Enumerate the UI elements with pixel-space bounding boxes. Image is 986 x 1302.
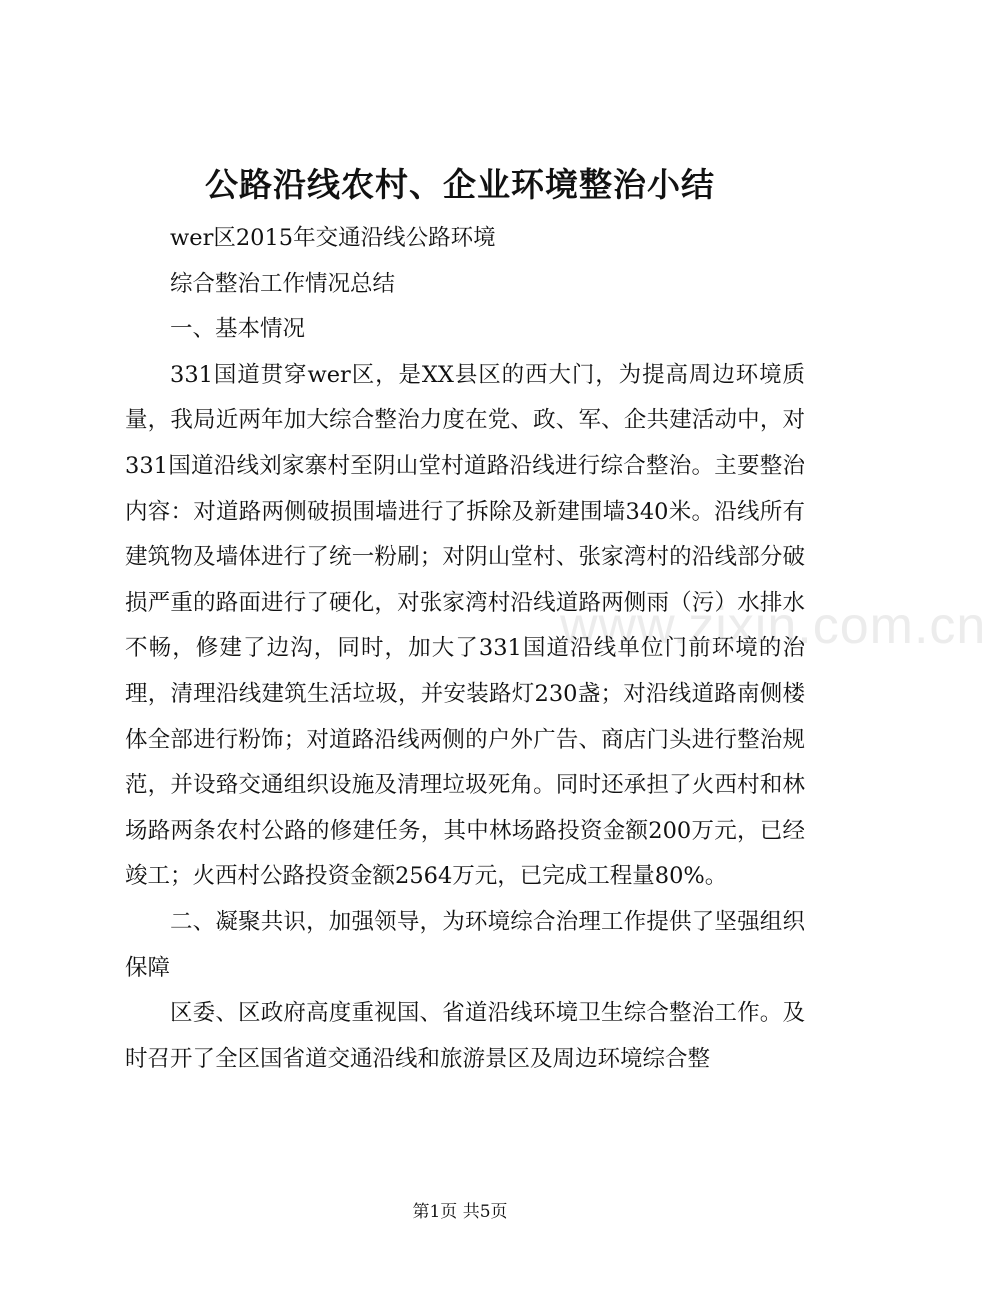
paragraph-leadership: 区委、区政府高度重视国、省道沿线环境卫生综合整治工作。及时召开了全区国省道交通沿线和旅游景区及周边环境综合整	[125, 1000, 805, 1072]
watermark-text: www.zixin.com.cn	[560, 597, 986, 655]
paragraph-subtitle-line-1: wer区2015年交通沿线公路环境	[170, 225, 496, 251]
section-heading-basic-situation: 一、基本情况	[170, 316, 306, 343]
paragraph-basic-situation: 331国道贯穿wer区，是XX县区的西大门，为提高周边环境质量，我局近两年加大综合整治力度在党、政、军、企共建活动中，对331国道沿线刘家寨村至阴山堂村道路沿线进行综合整治。主要整治内容：对道路两侧破损围墙进行了拆除及新建围墙340米。沿线所有建筑物及墙体进行了统一粉刷；对阴山堂村、张家湾村的沿线部分破损严重的路面进行了硬化，对张家湾村沿线道路两侧雨（污）水排水不畅，修建了边沟，同时，加大了331国道沿线单位门前环境的治理，清理沿线建筑生活垃圾，并安装路灯230盏；对沿线道路南侧楼体全部进行粉饰；对道路沿线两侧的户外广告、商店门头进行整治规范，并设臵交通组织设施及清理垃圾死角。同时还承担了火西村和林场路两条农村公路的修建任务，其中林场路投资金额200万元，已经竣工；火西村公路投资金额2564万元，已完成工程量80%。	[125, 361, 805, 890]
paragraph-subtitle-line-2: 综合整治工作情况总结	[170, 270, 396, 297]
document-body	[125, 216, 805, 1082]
section-heading-consensus: 二、凝聚共识，加强领导，为环境综合治理工作提供了坚强组织保障	[125, 908, 805, 981]
page-footer: 第1页 共5页	[412, 1202, 508, 1222]
document-title: 公路沿线农村、企业环境整治小结	[205, 165, 715, 204]
